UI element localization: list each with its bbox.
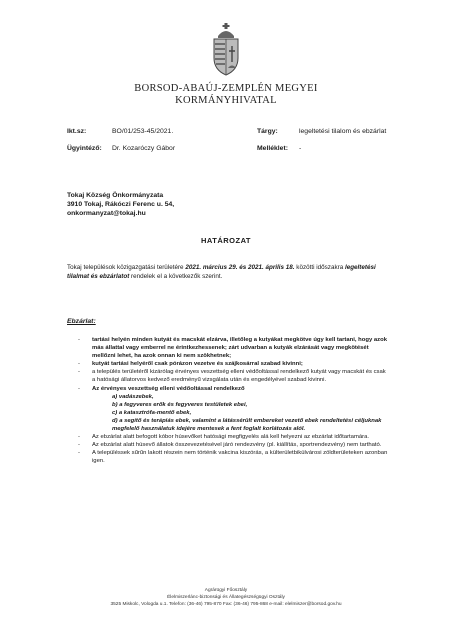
- rule-item: - kutyát tartási helyéről csak pórázon vezetve és szájkosárral szabad kivinni;: [78, 361, 303, 368]
- office-name-line2: KORMÁNYHIVATAL: [175, 95, 277, 106]
- sub-rule-item: a) vadászebek,: [112, 393, 154, 400]
- rule-item: - A településsek sűrűn lakott részein nem történik vakcina kiszórás, a külterületbikülvárosi zöldterületeken azonban igen.: [78, 450, 388, 465]
- sub-rule-item: d) a segítő és terápiás ebek, valamint a látássérült embereket vezető ebek rendeltetési céljuknak megfelelő használatuk idejére mentesek a fent foglalt korlátozás alól.: [112, 417, 382, 433]
- address-email: onkormanyzat@tokaj.hu: [67, 210, 146, 217]
- iktsz-label: Ikt.sz:: [67, 128, 87, 135]
- rules-list: [78, 336, 388, 466]
- melleklet-value: -: [299, 145, 302, 152]
- ugyintezo-value: Dr. Kozaróczy Gábor: [112, 145, 176, 152]
- rule-item: - Az ebzárlat alatt befogott kóbor húsevőket hatósági megfigyelés alá kell helyezni az ebzárlat időtartamára.: [78, 434, 370, 441]
- footer-department: Agrárügyi Főosztály: [204, 588, 248, 593]
- targy-value: legeltetési tilalom és ebzárlat: [299, 128, 387, 135]
- rule-item: - Az ebzárlat alatt húsevő állatok összevezetésével járó rendezvény (pl. kiállítás, sportrendezvény) nem tartható.: [78, 442, 382, 449]
- rule-item: - Az érvényes veszettség elleni védőoltással rendelkező: [78, 385, 245, 392]
- document-title: HATÁROZAT: [200, 236, 252, 245]
- section-label-ebzarlat: Ebzárlat:: [67, 318, 96, 325]
- sub-rule-item: c) a katasztrófa-mentő ebek,: [112, 409, 192, 416]
- sub-rule-item: b) a fegyveres erők és fegyveres testületek ebei,: [112, 401, 248, 408]
- iktsz-value: BO/01/253-45/2021.: [112, 128, 174, 135]
- footer-contact: 3525 Miskolc, Vologda u.1. Telefon: (36-46) 795-870 Fax: (36-46) 795-868 e-mail: elelmiszer@borsod.gov.hu: [110, 602, 342, 607]
- coat-of-arms-icon: [208, 22, 244, 76]
- intro-paragraph: Tokaj településok közigazgatási területére 2021. március 29. és 2021. április 18. közötti időszakra legeltetési tilalmat és ebzárlatot rendelek el a következők szerint.: [67, 264, 376, 280]
- footer: [0, 587, 452, 608]
- ugyintezo-label: Ügyintéző:: [67, 145, 102, 152]
- office-name-line1: BORSOD-ABAÚJ-ZEMPLÉN MEGYEI: [134, 83, 318, 94]
- footer-subdepartment: Élelmiszerlánc-biztonsági és Állategészségügyi Osztály: [167, 595, 285, 600]
- rule-item: - tartási helyén minden kutyát és macskát elzárva, illetőleg a kutyákat megkötve úgy kell tartani, hogy azok más állattal vagy emberrel ne érintkezhessenek; zárt udvarban a kutyák elzárását vagy megkötését mellőzni lehet, ha azok onnan ki nem szökhetnek;: [78, 337, 387, 360]
- rule-item: - a település területéről kizárólag érvényes veszettség elleni védőoltással rendelkező kutyát vagy macskát és csak a hatósági állatorvos kedvező eredményű vizsgálata után és engedélyével szabad kivinni.: [78, 369, 386, 384]
- address-line2: 3910 Tokaj, Rákóczi Ferenc u. 54,: [67, 201, 175, 208]
- melleklet-label: Melléklet:: [257, 145, 288, 152]
- address-line1: Tokaj Község Önkormányzata: [67, 192, 164, 199]
- targy-label: Tárgy:: [257, 128, 278, 135]
- address-block: [67, 191, 174, 218]
